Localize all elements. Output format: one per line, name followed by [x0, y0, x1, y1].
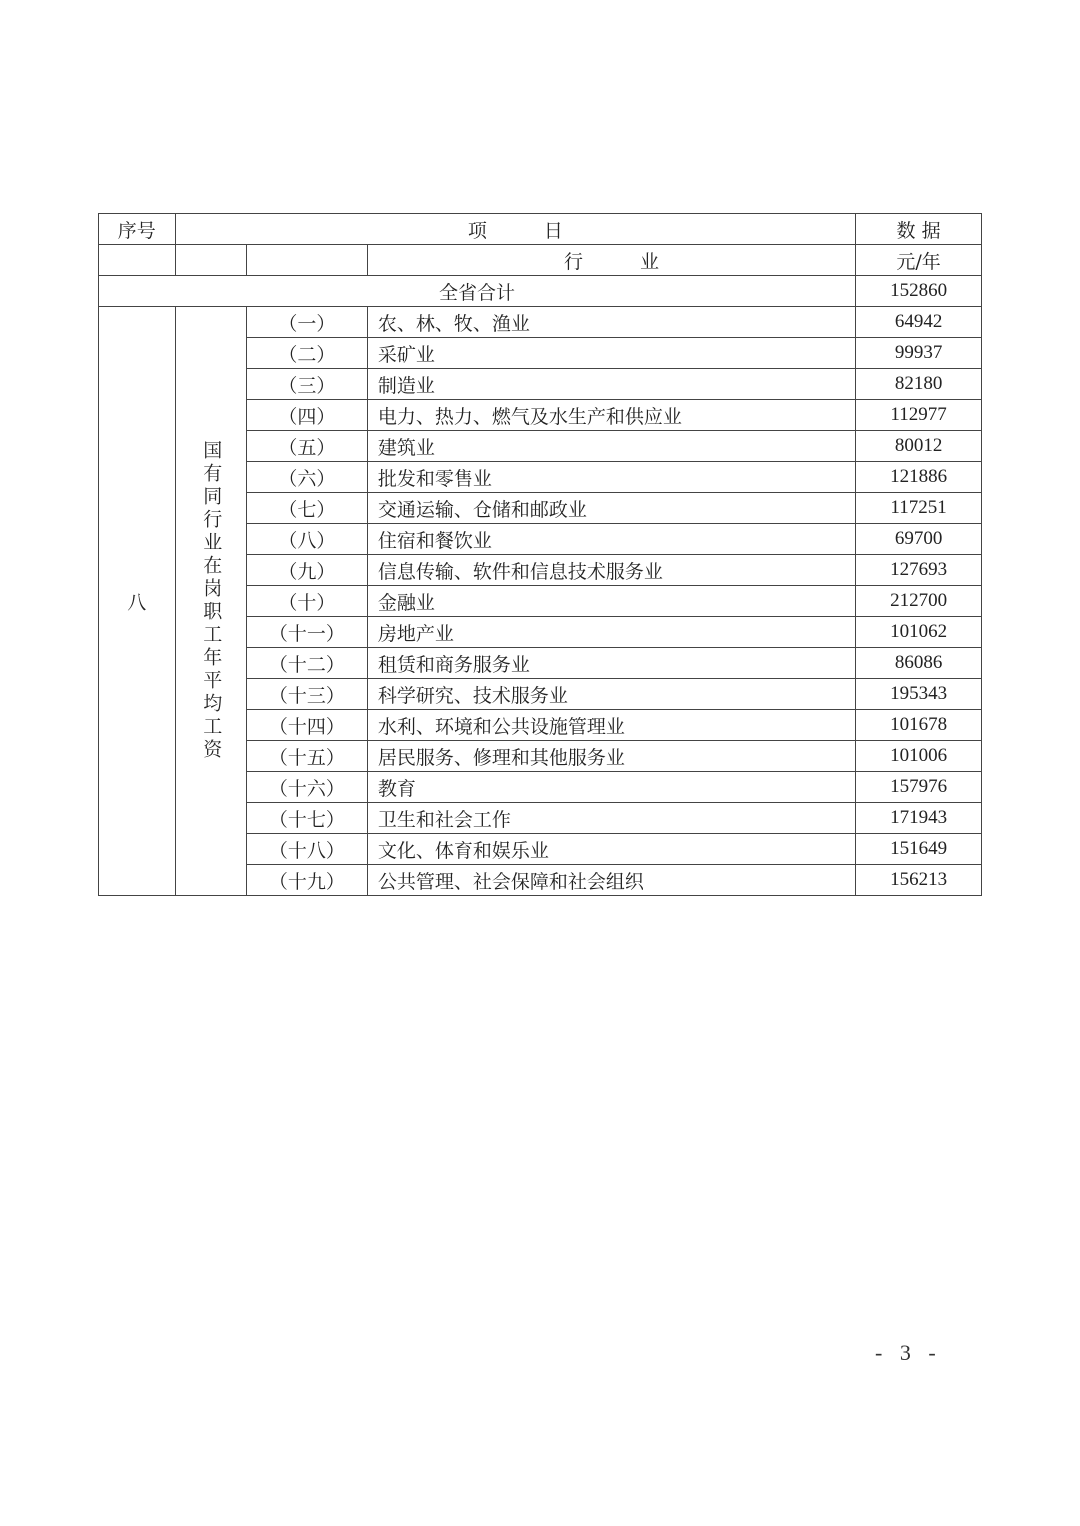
row-number: （十四） — [247, 710, 368, 741]
row-number: （七） — [247, 493, 368, 524]
row-industry: 采矿业 — [367, 338, 855, 369]
row-industry: 居民服务、修理和其他服务业 — [367, 741, 855, 772]
row-number: （六） — [247, 462, 368, 493]
section-index: 八 — [99, 307, 176, 896]
row-number: （十一） — [247, 617, 368, 648]
row-number: （十六） — [247, 772, 368, 803]
row-number: （二） — [247, 338, 368, 369]
row-value: 112977 — [856, 400, 982, 431]
row-value: 80012 — [856, 431, 982, 462]
row-number: （十五） — [247, 741, 368, 772]
row-industry: 信息传输、软件和信息技术服务业 — [367, 555, 855, 586]
row-value: 151649 — [856, 834, 982, 865]
row-industry: 教育 — [367, 772, 855, 803]
row-industry: 建筑业 — [367, 431, 855, 462]
row-value: 99937 — [856, 338, 982, 369]
row-value: 121886 — [856, 462, 982, 493]
row-number: （十） — [247, 586, 368, 617]
row-number: （十八） — [247, 834, 368, 865]
row-industry: 文化、体育和娱乐业 — [367, 834, 855, 865]
total-row — [99, 276, 982, 307]
section-title: 国有同行业在岗职工年平均工资 — [200, 440, 223, 762]
header-row — [99, 214, 982, 245]
row-value: 157976 — [856, 772, 982, 803]
row-value: 127693 — [856, 555, 982, 586]
header-data: 数 据 — [856, 214, 982, 245]
row-industry: 住宿和餐饮业 — [367, 524, 855, 555]
row-industry: 农、林、牧、渔业 — [367, 307, 855, 338]
wage-table — [98, 213, 982, 896]
row-value: 86086 — [856, 648, 982, 679]
table-row — [99, 307, 982, 338]
row-value: 195343 — [856, 679, 982, 710]
row-industry: 金融业 — [367, 586, 855, 617]
row-value: 101062 — [856, 617, 982, 648]
empty-cell — [99, 245, 176, 276]
row-value: 117251 — [856, 493, 982, 524]
row-industry: 批发和零售业 — [367, 462, 855, 493]
row-industry: 电力、热力、燃气及水生产和供应业 — [367, 400, 855, 431]
row-number: （一） — [247, 307, 368, 338]
page-number: - 3 - — [875, 1340, 942, 1365]
row-value: 171943 — [856, 803, 982, 834]
total-value: 152860 — [856, 276, 982, 307]
empty-cell — [247, 245, 368, 276]
row-value: 212700 — [856, 586, 982, 617]
subheader-industry: 行 业 — [367, 245, 855, 276]
header-index: 序号 — [99, 214, 176, 245]
row-industry: 科学研究、技术服务业 — [367, 679, 855, 710]
row-value: 82180 — [856, 369, 982, 400]
row-number: （十三） — [247, 679, 368, 710]
row-value: 64942 — [856, 307, 982, 338]
row-number: （十七） — [247, 803, 368, 834]
row-number: （五） — [247, 431, 368, 462]
row-industry: 交通运输、仓储和邮政业 — [367, 493, 855, 524]
subheader-unit: 元/年 — [856, 245, 982, 276]
row-industry: 水利、环境和公共设施管理业 — [367, 710, 855, 741]
row-industry: 租赁和商务服务业 — [367, 648, 855, 679]
row-number: （十九） — [247, 865, 368, 896]
row-industry: 制造业 — [367, 369, 855, 400]
row-number: （三） — [247, 369, 368, 400]
row-value: 69700 — [856, 524, 982, 555]
row-industry: 房地产业 — [367, 617, 855, 648]
row-number: （八） — [247, 524, 368, 555]
row-value: 101006 — [856, 741, 982, 772]
subheader-row — [99, 245, 982, 276]
header-item: 项 日 — [175, 214, 856, 245]
row-number: （十二） — [247, 648, 368, 679]
section-title-cell — [175, 307, 246, 896]
total-label: 全省合计 — [99, 276, 856, 307]
row-industry: 卫生和社会工作 — [367, 803, 855, 834]
row-industry: 公共管理、社会保障和社会组织 — [367, 865, 855, 896]
row-number: （四） — [247, 400, 368, 431]
empty-cell — [175, 245, 246, 276]
row-value: 156213 — [856, 865, 982, 896]
row-number: （九） — [247, 555, 368, 586]
row-value: 101678 — [856, 710, 982, 741]
